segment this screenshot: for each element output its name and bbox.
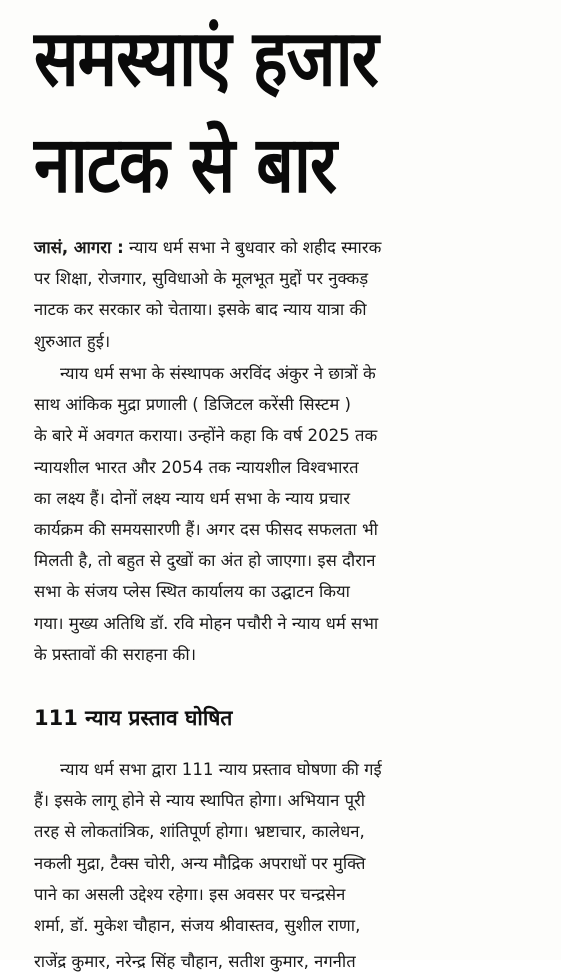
paragraph-line: शुरुआत हुई। <box>34 331 111 351</box>
paragraph-line: शर्मा, डॉ. मुकेश चौहान, संजय श्रीवास्तव, सुशील राणा, <box>34 915 361 935</box>
subheading: 111 न्याय प्रस्ताव घोषित <box>34 706 233 730</box>
headline-line-2: नाटक से बार <box>34 119 337 211</box>
paragraph-line: पर शिक्षा, रोजगार, सुविधाओ के मूलभूत मुद्दों पर नुक्कड़ <box>34 269 369 289</box>
paragraph-line: न्याय धर्म सभा द्वारा 111 न्याय प्रस्ताव घोषणा की गई <box>60 760 382 779</box>
dateline: जासं, आगरा : <box>34 238 124 257</box>
cutoff-text: राजेंद्र कुमार, नरेन्द्र सिंह चौहान, सतीश कुमार, नगनीत <box>34 952 356 971</box>
paragraph-line: के प्रस्तावों की सराहना की। <box>34 644 197 664</box>
paragraph-line: के बारे में अवगत कराया। उन्होंने कहा कि वर्ष 2025 तक <box>34 426 378 446</box>
paragraph-proposals <box>34 754 526 941</box>
paragraph-line: मिलती है, तो बहुत से दुखों का अंत हो जाएगा। इस दौरान <box>34 551 376 571</box>
paragraph-line: गया। मुख्य अतिथि डॉ. रवि मोहन पचौरी ने न्याय धर्म सभा <box>34 613 379 633</box>
paragraph-line: नकली मुद्रा, टैक्स चोरी, अन्य मौद्रिक अपराधों पर मुक्ति <box>34 853 366 873</box>
paragraph-line: पाने का असली उद्देश्य रहेगा। इस अवसर पर चन्द्रसेन <box>34 884 346 904</box>
headline <box>34 6 554 218</box>
paragraph-line: नाटक कर सरकार को चेताया। इसके बाद न्याय यात्रा की <box>34 300 367 320</box>
paragraph-line: तरह से लोकतांत्रिक, शांतिपूर्ण होगा। भ्रष्टाचार, कालेधन, <box>34 822 365 842</box>
paragraph-founder <box>34 358 526 670</box>
paragraph-line: न्यायशील भारत और 2054 तक न्यायशील विश्वभारत <box>34 457 359 477</box>
paragraph-line: न्याय धर्म सभा के संस्थापक अरविंद अंकुर ने छात्रों के <box>60 364 376 383</box>
headline-line-1: समस्याएं हजार <box>34 13 378 104</box>
cutoff-text-line <box>34 946 504 971</box>
paragraph-line: कार्यक्रम की समयसारणी हैं। अगर दस फीसद सफलता भी <box>34 519 378 539</box>
paragraph-line: हैं। इसके लागू होने से न्याय स्थापित होगा। अभियान पूरी <box>34 791 366 811</box>
paragraph-line: का लक्ष्य हैं। दोनों लक्ष्य न्याय धर्म सभा के न्याय प्रचार <box>34 488 351 508</box>
paragraph-line: साथ आंकिक मुद्रा प्रणाली ( डिजिटल करेंसी सिस्टम ) <box>34 395 352 415</box>
paragraph-intro <box>34 232 526 357</box>
paragraph-line: सभा के संजय प्लेस स्थित कार्यालय का उद्घाटन किया <box>34 582 350 602</box>
paragraph-line: जासं, आगरा : न्याय धर्म सभा ने बुधवार को शहीद स्मारक <box>34 238 382 257</box>
